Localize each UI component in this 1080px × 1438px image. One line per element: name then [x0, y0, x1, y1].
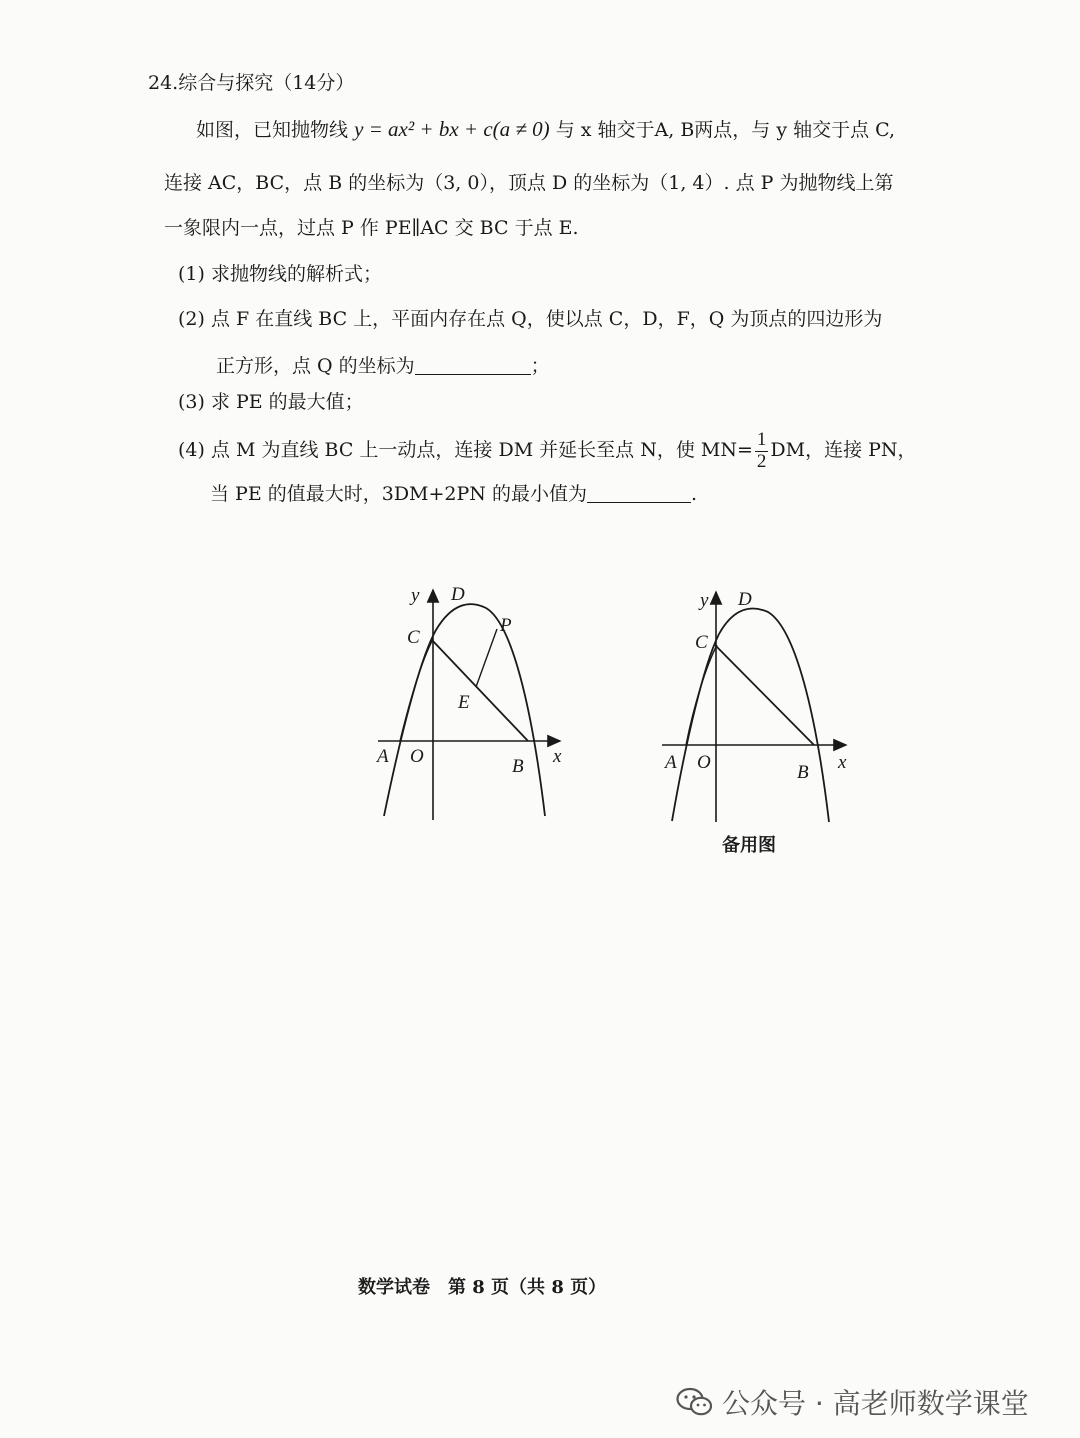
intro-text-1: 如图，已知抛物线 [196, 119, 349, 141]
label-x: x [553, 746, 562, 767]
label-d: D [738, 589, 752, 610]
question-4-line-2 [210, 484, 697, 504]
label-o: O [410, 746, 424, 767]
question-1: (1) 求抛物线的解析式； [178, 263, 382, 285]
label-p: P [500, 615, 512, 636]
label-x: x [838, 752, 847, 773]
problem-header: 24.综合与探究（14分） [148, 72, 355, 94]
q2-text: 正方形，点 Q 的坐标为 [216, 355, 415, 377]
watermark [676, 1382, 1029, 1422]
fraction-denominator: 2 [756, 450, 767, 472]
q4-text-2: DM，连接 PN， [770, 439, 917, 461]
label-c: C [407, 627, 420, 648]
label-y: y [700, 590, 709, 611]
answer-blank-q4[interactable] [587, 484, 691, 503]
spare-figure-caption: 备用图 [722, 835, 776, 856]
label-o: O [697, 752, 711, 773]
question-2-line-2 [216, 356, 550, 376]
label-d: D [451, 584, 465, 605]
question-3: (3) 求 PE 的最大值； [178, 391, 364, 413]
figure-main [360, 580, 580, 830]
segment-bc [715, 645, 814, 745]
answer-blank-q2[interactable] [415, 356, 531, 375]
question-4-line-1 [178, 426, 917, 476]
label-b: B [797, 762, 809, 783]
figure-spare [655, 580, 865, 830]
intro-text-2: 与 x 轴交于A, B两点，与 y 轴交于点 C, [555, 119, 896, 141]
fraction-one-half [755, 430, 769, 473]
page-footer: 数学试卷 第 8 页（共 8 页） [358, 1277, 607, 1298]
q2-end: ； [530, 355, 550, 377]
label-y: y [411, 585, 420, 606]
parabola-equation: y = ax² + bx + c(a ≠ 0) [354, 117, 550, 141]
q4-end: . [690, 483, 698, 505]
label-c: C [695, 632, 708, 653]
q4-text-1: (4) 点 M 为直线 BC 上一动点，连接 DM 并延长至点 N，使 MN= [178, 439, 753, 461]
label-b: B [512, 756, 524, 777]
problem-line-3: 一象限内一点，过点 P 作 PE∥AC 交 BC 于点 E. [164, 217, 579, 239]
label-e: E [458, 692, 470, 713]
segment-pe [476, 629, 497, 687]
problem-line-2: 连接 AC，BC，点 B 的坐标为（3, 0），顶点 D 的坐标为（1, 4）. 点 P 为抛物线上第 [164, 172, 894, 194]
fraction-numerator: 1 [756, 428, 767, 450]
q4-text-3: 当 PE 的值最大时，3DM+2PN 的最小值为 [210, 483, 587, 505]
wechat-icon [676, 1386, 714, 1418]
question-2-line-1: (2) 点 F 在直线 BC 上，平面内存在点 Q，使以点 C，D，F，Q 为顶点的四边形为 [178, 308, 883, 330]
label-a: A [377, 746, 389, 767]
problem-intro [196, 119, 895, 140]
watermark-text: 公众号 · 高老师数学课堂 [722, 1387, 1029, 1420]
label-a: A [665, 752, 677, 773]
